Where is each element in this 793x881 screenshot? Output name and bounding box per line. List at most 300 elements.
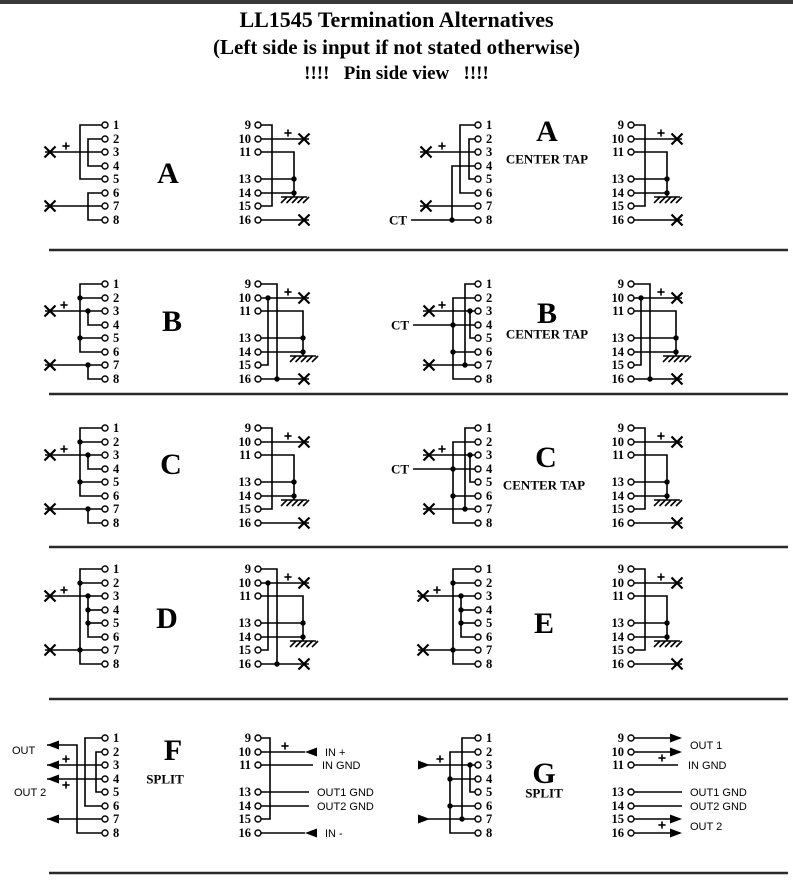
pin-number: 7 xyxy=(486,502,493,517)
plus-polarity-mark xyxy=(284,432,291,439)
diagram-row xyxy=(45,421,683,530)
pin-circle xyxy=(475,493,481,499)
ground-hatch xyxy=(303,197,309,203)
ground-symbol xyxy=(654,500,682,506)
plus-polarity-mark xyxy=(281,742,288,749)
pin-number: 6 xyxy=(113,489,120,504)
pin-number: 16 xyxy=(611,826,624,841)
pin-number: 14 xyxy=(238,345,251,360)
diagram-row xyxy=(45,115,683,228)
wire xyxy=(88,365,102,379)
ground-hatch xyxy=(654,197,660,203)
wire xyxy=(634,298,641,365)
pin-number: 5 xyxy=(486,785,493,800)
ground-hatch xyxy=(290,641,296,647)
pin-circle xyxy=(628,803,634,809)
pin-circle xyxy=(475,762,481,768)
pin-circle xyxy=(628,762,634,768)
pin-number: 4 xyxy=(486,603,493,618)
pin-circle xyxy=(255,190,261,196)
pin-circle xyxy=(628,506,634,512)
pin-circle xyxy=(255,281,261,287)
arrowhead-right-icon xyxy=(418,815,430,824)
center-tap-label: CT xyxy=(390,461,409,477)
pin-number: 10 xyxy=(238,435,251,450)
pin-number: 8 xyxy=(486,516,493,531)
pin-number: 10 xyxy=(611,132,624,147)
pin-circle xyxy=(475,580,481,586)
arrowhead-left-icon xyxy=(47,761,59,770)
pin-number: 6 xyxy=(486,186,493,201)
pin-number: 7 xyxy=(486,199,493,214)
pin-circle xyxy=(102,506,108,512)
diagram-L_A xyxy=(45,118,121,227)
pin-number: 10 xyxy=(611,291,624,306)
wire xyxy=(634,152,667,197)
pin-side-note: !!!! Pin side view !!!! xyxy=(304,63,489,84)
wire xyxy=(88,455,102,469)
pin-number: 3 xyxy=(113,145,120,160)
pin-circle xyxy=(628,295,634,301)
pin-number: 4 xyxy=(113,603,120,618)
pin-circle xyxy=(628,176,634,182)
arrowhead-left-icon xyxy=(47,815,59,824)
plus-polarity-mark xyxy=(433,586,440,593)
pin-number: 4 xyxy=(113,462,120,477)
section-letter: B xyxy=(536,297,558,330)
pin-number: 13 xyxy=(611,172,624,187)
pin-circle xyxy=(628,349,634,355)
io-label: OUT 2 xyxy=(14,787,47,799)
pin-number: 5 xyxy=(113,475,120,490)
center-tap-label: CT xyxy=(390,317,409,333)
io-label: OUT1 GND xyxy=(317,787,374,799)
pin-circle xyxy=(255,735,261,741)
pin-number: 13 xyxy=(611,475,624,490)
center-tap-label: CT xyxy=(388,212,407,228)
pin-circle xyxy=(102,308,108,314)
pin-number: 8 xyxy=(486,826,493,841)
ground-hatch xyxy=(685,356,691,362)
pin-circle xyxy=(475,749,481,755)
ground-hatch xyxy=(660,197,666,203)
pin-circle xyxy=(102,580,108,586)
plus-polarity-mark xyxy=(657,432,664,439)
pin-number: 3 xyxy=(113,589,120,604)
pin-circle xyxy=(628,620,634,626)
pin-number: 13 xyxy=(238,172,251,187)
ground-hatch xyxy=(654,641,660,647)
pin-circle xyxy=(475,203,481,209)
ground-symbol xyxy=(654,641,682,647)
pin-number: 4 xyxy=(486,772,493,787)
diagram-R1 xyxy=(239,118,310,227)
ground-hatch xyxy=(303,500,309,506)
pin-circle xyxy=(628,281,634,287)
pin-circle xyxy=(475,789,481,795)
pin-number: 9 xyxy=(617,562,624,577)
pin-number: 8 xyxy=(113,657,120,672)
pin-circle xyxy=(255,749,261,755)
pin-circle xyxy=(102,136,108,142)
pin-number: 8 xyxy=(113,213,120,228)
pin-number: 9 xyxy=(617,277,624,292)
pin-number: 15 xyxy=(238,812,251,827)
io-label: OUT2 GND xyxy=(317,801,374,813)
arrowhead-left-icon xyxy=(47,775,59,784)
arrowhead-right-icon xyxy=(670,748,682,757)
ground-hatch xyxy=(287,197,293,203)
plus-polarity-mark xyxy=(62,142,69,149)
pin-number: 1 xyxy=(486,731,493,746)
ground-hatch xyxy=(307,641,313,647)
arrowhead-right-icon xyxy=(670,734,682,743)
pin-number: 16 xyxy=(238,826,251,841)
io-label: IN + xyxy=(325,747,346,759)
pin-circle xyxy=(628,335,634,341)
diagram-L_D xyxy=(45,562,121,671)
pin-number: 14 xyxy=(611,186,624,201)
pin-number: 3 xyxy=(486,758,493,773)
plus-polarity-mark xyxy=(438,445,445,452)
pin-number: 9 xyxy=(244,118,251,133)
pin-number: 5 xyxy=(113,616,120,631)
pin-number: 15 xyxy=(611,812,624,827)
pin-number: 1 xyxy=(113,731,120,746)
pin-number: 8 xyxy=(113,826,120,841)
wire xyxy=(460,125,475,193)
pin-circle xyxy=(255,452,261,458)
pin-number: 3 xyxy=(113,758,120,773)
pin-number: 1 xyxy=(113,277,120,292)
pin-circle xyxy=(102,217,108,223)
ground-hatch xyxy=(665,500,671,506)
pin-number: 11 xyxy=(239,589,251,604)
diagram-R2 xyxy=(239,562,319,671)
pin-circle xyxy=(255,217,261,223)
pin-number: 7 xyxy=(486,358,493,373)
ground-hatch xyxy=(660,500,666,506)
pin-number: 10 xyxy=(238,132,251,147)
pin-number: 4 xyxy=(113,159,120,174)
ground-hatch xyxy=(660,641,666,647)
pin-circle xyxy=(102,149,108,155)
pin-circle xyxy=(475,136,481,142)
pin-circle xyxy=(475,566,481,572)
pin-number: 14 xyxy=(238,186,251,201)
pin-circle xyxy=(255,349,261,355)
ground-hatch xyxy=(298,197,304,203)
pin-circle xyxy=(628,735,634,741)
ground-hatch xyxy=(281,197,287,203)
pin-number: 2 xyxy=(486,576,493,591)
pin-number: 9 xyxy=(617,118,624,133)
pin-circle xyxy=(475,349,481,355)
pin-number: 4 xyxy=(486,462,493,477)
pin-circle xyxy=(255,830,261,836)
pin-circle xyxy=(475,735,481,741)
pin-number: 2 xyxy=(113,435,120,450)
pin-circle xyxy=(102,735,108,741)
pin-circle xyxy=(102,190,108,196)
pin-number: 15 xyxy=(238,643,251,658)
pin-circle xyxy=(255,493,261,499)
pin-number: 9 xyxy=(244,277,251,292)
pin-circle xyxy=(102,322,108,328)
arrowhead-left-icon xyxy=(305,829,317,838)
pin-number: 11 xyxy=(612,448,624,463)
pin-circle xyxy=(102,789,108,795)
pin-circle xyxy=(255,335,261,341)
pin-number: 11 xyxy=(612,758,624,773)
ground-symbol xyxy=(663,356,691,362)
top-border xyxy=(0,0,793,4)
section-sublabel: SPLIT xyxy=(525,785,563,801)
pin-circle xyxy=(102,776,108,782)
pin-circle xyxy=(475,322,481,328)
diagram-L_B xyxy=(45,277,121,386)
pin-circle xyxy=(628,479,634,485)
arrowhead-left-icon xyxy=(305,748,317,757)
pin-circle xyxy=(102,452,108,458)
pin-circle xyxy=(628,593,634,599)
pin-circle xyxy=(255,661,261,667)
pin-number: 6 xyxy=(486,489,493,504)
pin-circle xyxy=(255,362,261,368)
pin-number: 5 xyxy=(113,785,120,800)
ground-hatch xyxy=(287,500,293,506)
section-letter: C xyxy=(160,448,182,481)
pin-number: 8 xyxy=(113,516,120,531)
pin-circle xyxy=(475,647,481,653)
wire xyxy=(88,311,102,325)
pin-circle xyxy=(475,376,481,382)
pin-circle xyxy=(475,520,481,526)
pin-circle xyxy=(628,647,634,653)
pin-number: 11 xyxy=(239,448,251,463)
ground-symbol xyxy=(281,500,309,506)
pin-number: 2 xyxy=(486,132,493,147)
pin-circle xyxy=(102,830,108,836)
pin-number: 13 xyxy=(238,785,251,800)
pin-number: 8 xyxy=(486,372,493,387)
pin-number: 4 xyxy=(486,318,493,333)
pin-circle xyxy=(475,776,481,782)
pin-circle xyxy=(102,647,108,653)
wire xyxy=(261,298,268,365)
pin-circle xyxy=(475,295,481,301)
pin-circle xyxy=(628,190,634,196)
pin-number: 6 xyxy=(486,345,493,360)
io-label: OUT1 GND xyxy=(690,787,747,799)
pin-number: 14 xyxy=(238,630,251,645)
plus-polarity-mark xyxy=(62,755,69,762)
ground-hatch xyxy=(307,356,313,362)
pin-number: 16 xyxy=(238,213,251,228)
diagram-R1 xyxy=(612,562,683,671)
pin-number: 2 xyxy=(113,745,120,760)
pin-circle xyxy=(628,749,634,755)
pin-circle xyxy=(628,816,634,822)
diagram-row xyxy=(45,562,683,671)
pin-number: 16 xyxy=(238,372,251,387)
pin-number: 13 xyxy=(238,475,251,490)
pin-number: 8 xyxy=(113,372,120,387)
pin-circle xyxy=(475,308,481,314)
pin-number: 2 xyxy=(113,576,120,591)
section-letter: C xyxy=(535,441,557,474)
diagram-R1 xyxy=(612,421,683,530)
io-label: OUT 1 xyxy=(690,740,723,752)
arrowhead-right-icon xyxy=(418,761,430,770)
pin-circle xyxy=(102,762,108,768)
wire xyxy=(261,428,272,509)
pin-circle xyxy=(255,149,261,155)
pin-circle xyxy=(255,203,261,209)
ground-hatch xyxy=(292,500,298,506)
ground-hatch xyxy=(676,500,682,506)
pin-number: 2 xyxy=(486,435,493,450)
wire xyxy=(469,139,475,179)
pin-circle xyxy=(255,136,261,142)
pin-number: 5 xyxy=(486,616,493,631)
io-label: OUT 2 xyxy=(690,821,723,833)
pin-circle xyxy=(102,816,108,822)
plus-polarity-mark xyxy=(657,288,664,295)
pin-number: 4 xyxy=(113,318,120,333)
pin-number: 7 xyxy=(113,358,120,373)
ground-hatch xyxy=(312,641,318,647)
pin-circle xyxy=(255,122,261,128)
section-sublabel: SPLIT xyxy=(146,771,184,787)
schematic-canvas xyxy=(0,95,793,881)
diagram-L_G xyxy=(418,731,493,840)
pin-circle xyxy=(255,762,261,768)
ground-hatch xyxy=(296,356,302,362)
pin-circle xyxy=(102,520,108,526)
pin-number: 13 xyxy=(238,331,251,346)
pin-number: 9 xyxy=(244,731,251,746)
pin-circle xyxy=(102,566,108,572)
ground-hatch xyxy=(296,641,302,647)
wire xyxy=(88,596,102,637)
pin-circle xyxy=(102,661,108,667)
ground-hatch xyxy=(312,356,318,362)
pin-number: 1 xyxy=(486,562,493,577)
wire xyxy=(634,596,667,641)
pin-number: 5 xyxy=(113,172,120,187)
pin-circle xyxy=(475,466,481,472)
pin-circle xyxy=(628,122,634,128)
pin-circle xyxy=(475,620,481,626)
pin-number: 10 xyxy=(238,576,251,591)
diagram-row xyxy=(12,731,747,840)
pin-circle xyxy=(628,136,634,142)
ground-hatch xyxy=(669,356,675,362)
pin-number: 16 xyxy=(238,657,251,672)
pin-circle xyxy=(628,362,634,368)
pin-circle xyxy=(102,295,108,301)
pin-circle xyxy=(102,803,108,809)
diagram-R_G xyxy=(612,731,747,840)
ground-hatch xyxy=(654,500,660,506)
pin-circle xyxy=(102,439,108,445)
section-sublabel: CENTER TAP xyxy=(505,151,589,167)
pin-circle xyxy=(255,620,261,626)
ground-hatch xyxy=(676,197,682,203)
ground-hatch xyxy=(301,356,307,362)
page-subtitle: (Left side is input if not stated otherwise) xyxy=(213,35,580,59)
title-block xyxy=(0,6,793,86)
pin-circle xyxy=(102,479,108,485)
pin-circle xyxy=(102,122,108,128)
plus-polarity-mark xyxy=(658,754,665,761)
pin-number: 3 xyxy=(486,448,493,463)
pin-circle xyxy=(475,163,481,169)
pin-number: 16 xyxy=(611,516,624,531)
arrowhead-right-icon xyxy=(670,829,682,838)
section-letter: E xyxy=(533,607,555,640)
diagram-L_BCT xyxy=(391,277,493,386)
pin-circle xyxy=(628,580,634,586)
pin-circle xyxy=(628,203,634,209)
pin-number: 16 xyxy=(611,213,624,228)
wire xyxy=(634,428,645,509)
diagram-L_F xyxy=(12,731,120,840)
ground-hatch xyxy=(671,641,677,647)
section-letter: A xyxy=(536,115,558,148)
arrowhead-left-icon xyxy=(47,741,59,750)
pin-number: 15 xyxy=(238,502,251,517)
pin-number: 3 xyxy=(486,304,493,319)
ground-hatch xyxy=(665,641,671,647)
ground-hatch xyxy=(671,197,677,203)
ground-hatch xyxy=(676,641,682,647)
pin-number: 11 xyxy=(239,758,251,773)
section-letter: G xyxy=(532,757,556,790)
pin-number: 2 xyxy=(113,291,120,306)
pin-circle xyxy=(255,593,261,599)
pin-circle xyxy=(628,217,634,223)
pin-circle xyxy=(475,362,481,368)
pin-number: 3 xyxy=(113,448,120,463)
plus-polarity-mark xyxy=(60,586,67,593)
pin-number: 3 xyxy=(486,145,493,160)
section-letter: D xyxy=(156,602,178,635)
pin-circle xyxy=(102,203,108,209)
pin-circle xyxy=(102,425,108,431)
ground-hatch xyxy=(674,356,680,362)
pin-number: 6 xyxy=(113,799,120,814)
pin-number: 11 xyxy=(612,304,624,319)
pin-number: 7 xyxy=(486,812,493,827)
pin-number: 13 xyxy=(611,616,624,631)
pin-number: 14 xyxy=(611,345,624,360)
pin-circle xyxy=(475,506,481,512)
pin-number: 3 xyxy=(113,304,120,319)
wire xyxy=(261,738,270,819)
pin-number: 1 xyxy=(113,118,120,133)
wire xyxy=(261,455,294,500)
io-label: OUT2 GND xyxy=(690,801,747,813)
pin-circle xyxy=(628,566,634,572)
pin-number: 10 xyxy=(238,745,251,760)
pin-circle xyxy=(102,163,108,169)
pin-circle xyxy=(475,425,481,431)
pin-circle xyxy=(255,376,261,382)
diagram-L_D xyxy=(418,562,494,671)
pin-number: 16 xyxy=(611,657,624,672)
